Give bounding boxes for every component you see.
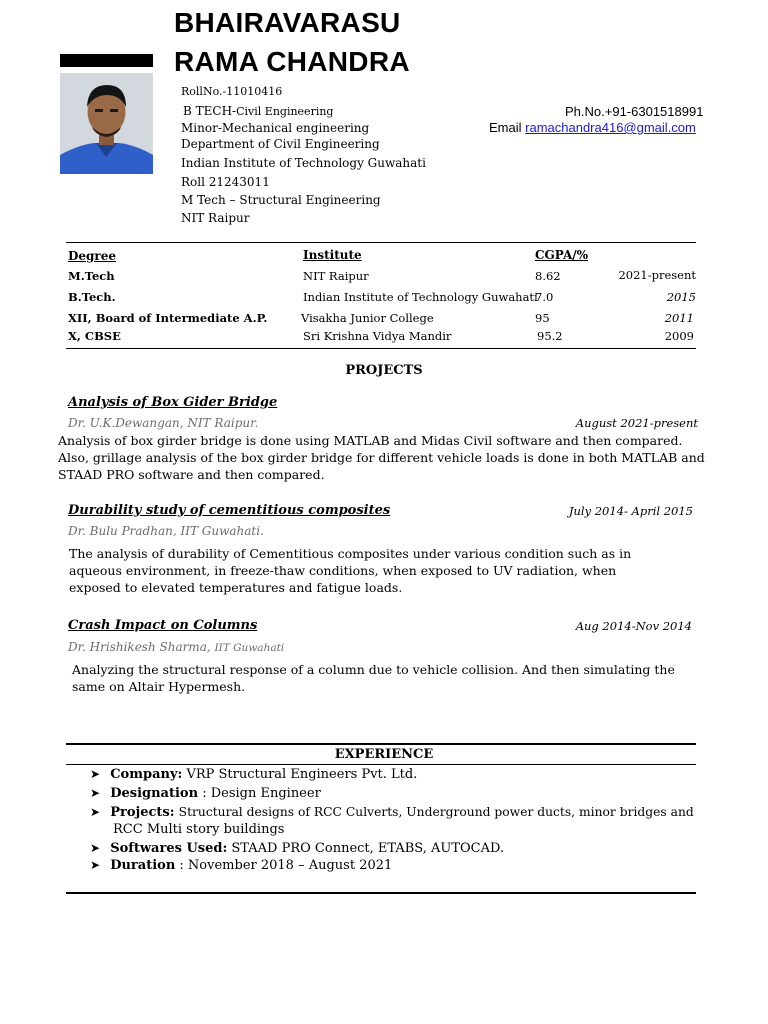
experience-item-projects bbox=[90, 805, 694, 820]
experience-bottom-rule bbox=[66, 892, 696, 894]
company-value: VRP Structural Engineers Pvt. Ltd. bbox=[186, 767, 418, 782]
edu-row-1-degree: M.Tech bbox=[68, 269, 115, 283]
project-3-guide-institute: IIT Guwahati bbox=[214, 642, 285, 654]
experience-item-softwares bbox=[90, 841, 504, 856]
experience-item-company bbox=[90, 767, 417, 782]
col-header-institute: Institute bbox=[303, 248, 362, 262]
project-1-description: Analysis of box girder bridge is done using MATLAB and Midas Civil software and then compared. Also, grillage analysis of the box girder bridge for different vehicle loads is done in both MATLAB and STAAD PRO software and then compared. bbox=[58, 433, 705, 482]
minor-line: Minor-Mechanical engineering bbox=[181, 121, 370, 135]
edu-row-2-institute: Indian Institute of Technology Guwahati bbox=[303, 290, 538, 304]
edu-row-3-score: 95 bbox=[535, 311, 550, 325]
experience-top-rule bbox=[66, 743, 696, 745]
profile-photo-illustration bbox=[60, 73, 153, 174]
project-2-description: The analysis of durability of Cementitious composites under various condition such as in aqueous environment, in freeze-thaw conditions, when exposed to UV radiation, when exposed to elevated temperatures and fatigue loads. bbox=[69, 546, 632, 595]
experience-title-rule bbox=[66, 764, 696, 765]
project-1-date: August 2021-present bbox=[575, 416, 698, 430]
institute-line: Indian Institute of Technology Guwahati bbox=[181, 156, 426, 170]
name-line-1: BHAIRAVARASU bbox=[174, 7, 401, 38]
edu-row-2-score: 7.0 bbox=[535, 290, 554, 304]
profile-photo bbox=[60, 73, 153, 174]
designation-value: : Design Engineer bbox=[202, 786, 321, 801]
education-bottom-rule bbox=[66, 348, 696, 349]
project-3-description: Analyzing the structural response of a column due to vehicle collision. And then simulating the same on Altair Hypermesh. bbox=[72, 662, 675, 694]
arrow-bullet-icon: ➤ bbox=[90, 841, 101, 855]
arrow-bullet-icon: ➤ bbox=[90, 767, 101, 781]
arrow-bullet-icon: ➤ bbox=[90, 786, 101, 800]
arrow-bullet-icon: ➤ bbox=[90, 805, 101, 819]
department-line: Department of Civil Engineering bbox=[181, 137, 380, 151]
roll-2-line: Roll 21243011 bbox=[181, 175, 270, 189]
edu-row-4-degree: X, CBSE bbox=[68, 329, 121, 343]
duration-value: : November 2018 – August 2021 bbox=[179, 858, 393, 873]
experience-item-designation bbox=[90, 786, 321, 801]
experience-section-title: EXPERIENCE bbox=[334, 747, 434, 762]
btech-line bbox=[183, 104, 333, 118]
edu-row-4-score: 95.2 bbox=[537, 329, 563, 343]
edu-row-1-year: 2021-present bbox=[618, 268, 696, 282]
edu-row-3-degree: XII, Board of Intermediate A.P. bbox=[68, 311, 268, 325]
email-link[interactable]: ramachandra416@gmail.com bbox=[525, 120, 696, 135]
col-header-degree: Degree bbox=[68, 249, 117, 263]
softwares-value: STAAD PRO Connect, ETABS, AUTOCAD. bbox=[231, 841, 505, 856]
company-label: Company: bbox=[110, 767, 183, 782]
softwares-label: Softwares Used: bbox=[110, 841, 228, 856]
edu-row-3-year: 2011 bbox=[664, 311, 694, 325]
project-3-guide bbox=[68, 640, 284, 654]
edu-row-2-degree: B.Tech. bbox=[68, 290, 116, 304]
experience-projects-continuation: RCC Multi story buildings bbox=[113, 822, 285, 837]
edu-row-4-year: 2009 bbox=[664, 329, 694, 343]
mtech-institute-line: NIT Raipur bbox=[181, 211, 250, 225]
project-2-title: Durability study of cementitious composites bbox=[68, 503, 391, 518]
email-label: Email bbox=[489, 120, 522, 135]
btech-branch: Civil Engineering bbox=[236, 105, 334, 118]
duration-label: Duration bbox=[110, 858, 176, 873]
project-2-date: July 2014- April 2015 bbox=[568, 504, 693, 518]
col-header-cgpa: CGPA/% bbox=[535, 248, 589, 262]
arrow-bullet-icon: ➤ bbox=[90, 858, 101, 872]
project-1-guide: Dr. U.K.Dewangan, NIT Raipur. bbox=[68, 416, 259, 430]
experience-item-duration bbox=[90, 858, 392, 873]
projects-section-title: PROJECTS bbox=[345, 363, 423, 378]
name-line-2: RAMA CHANDRA bbox=[174, 46, 410, 77]
phone-number: Ph.No.+91-6301518991 bbox=[565, 104, 704, 119]
roll-number: RollNo.-11010416 bbox=[181, 85, 283, 98]
project-1-title: Analysis of Box Gider Bridge bbox=[68, 395, 278, 410]
edu-row-4-institute: Sri Krishna Vidya Mandir bbox=[303, 329, 452, 343]
project-2-guide: Dr. Bulu Pradhan, IIT Guwahati. bbox=[68, 524, 264, 538]
project-3-title: Crash Impact on Columns bbox=[68, 618, 258, 633]
edu-row-1-institute: NIT Raipur bbox=[303, 269, 369, 283]
edu-row-2-year: 2015 bbox=[666, 290, 696, 304]
mtech-line: M Tech – Structural Engineering bbox=[181, 193, 381, 207]
projects-value: Structural designs of RCC Culverts, Underground power ducts, minor bridges and bbox=[178, 805, 694, 819]
edu-row-3-institute: Visakha Junior College bbox=[301, 311, 434, 325]
education-top-rule bbox=[66, 242, 696, 243]
header-black-bar bbox=[60, 54, 153, 67]
edu-row-1-score: 8.62 bbox=[535, 269, 561, 283]
project-3-guide-name: Dr. Hrishikesh Sharma, bbox=[68, 640, 211, 654]
btech-prefix: B TECH- bbox=[183, 104, 237, 118]
project-3-date: Aug 2014-Nov 2014 bbox=[575, 619, 692, 633]
email-line bbox=[489, 120, 696, 135]
designation-label: Designation bbox=[110, 786, 199, 801]
projects-label: Projects: bbox=[110, 805, 175, 820]
